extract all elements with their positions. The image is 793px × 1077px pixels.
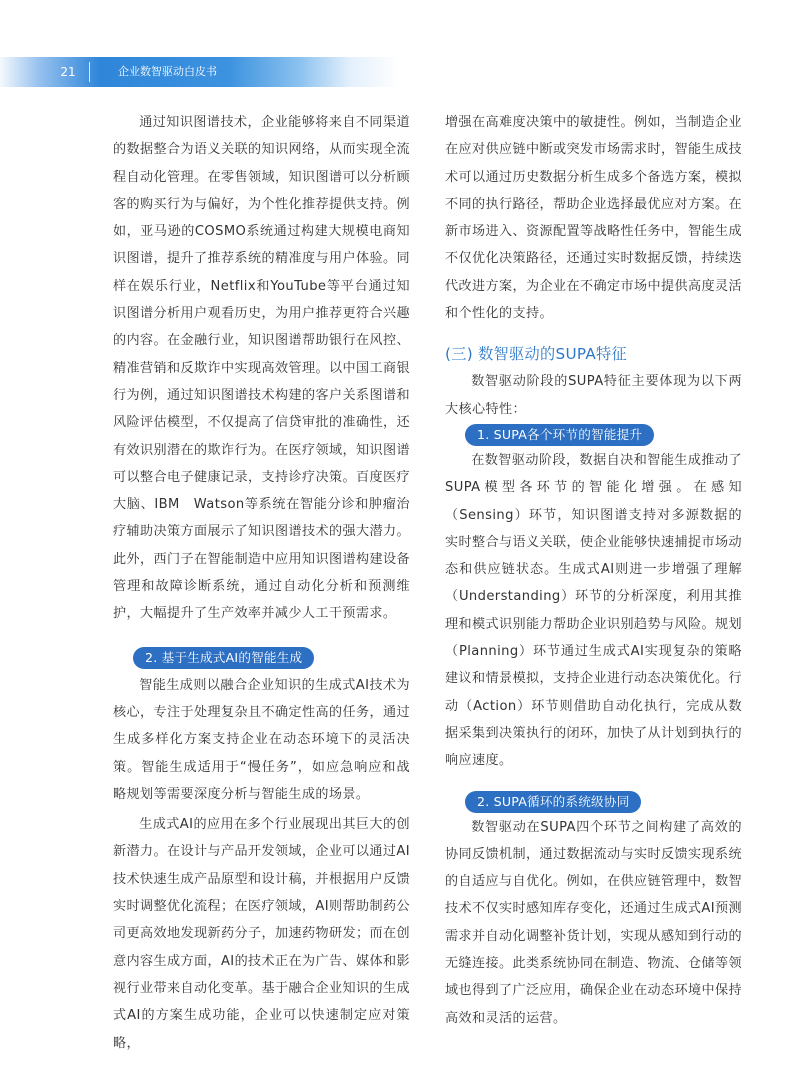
left-paragraph-knowledge-graph: 通过知识图谱技术，企业能够将来自不同渠道的数据整合为语义关联的知识网络，从而实现全流程自动化管理。在零售领域，知识图谱可以分析顾客的购买行为与偏好，为个性化推荐提供支持。例如，亚马逊的COSMO系统通过构建大规模电商知识图谱，提升了推荐系统的精准度与用户体验。同样在娱乐行业，Netflix和YouTube等平台通过知识图谱分析用户观看历史，为用户推荐更符合兴趣的内容。在金融行业，知识图谱帮助银行在风控、精准营销和反欺诈中实现高效管理。以中国工商银行为例，通过知识图谱技术构建的客户关系图谱和风险评估模型，不仅提高了信贷审批的准确性，还有效识别潜在的欺诈行为。在医疗领域，知识图谱可以整合电子健康记录，支持诊疗决策。百度医疗大脑、IBM Watson等系统在智能分诊和肿瘤治疗辅助决策方面展示了知识图谱技术的强大潜力。此外，西门子在智能制造中应用知识图谱构建设备管理和故障诊断系统，通过自动化分析和预测维护，大幅提升了生产效率并减少人工干预需求。 [113,115,410,622]
section-heading-supa: (三) 数智驱动的SUPA特征 [445,345,628,364]
subheading-supa-intelligence: 1. SUPA各个环节的智能提升 [465,424,654,446]
right-paragraph-supa-stages: 在数智驱动阶段，数据自决和智能生成推动了SUPA模型各环节的智能化增强。在感知（Sensing）环节，知识图谱支持对多源数据的实时整合与语义关联，使企业能够快速捕捉市场动态和供应链状态。生成式AI则进一步增强了理解（Understanding）环节的分析深度，利用其推理和模式识别能力帮助企业识别趋势与风险。规划（Planning）环节通过生成式AI实现复杂的策略建议和情景模拟，支持企业进行动态决策优化。行动（Action）环节则借助自动化执行，完成从数据采集到决策执行的闭环，加快了从计划到执行的响应速度。 [445,452,742,769]
book-title: 企业数智驱动白皮书 [118,65,217,78]
left-column [113,109,410,1057]
subheading-generative-ai-wrap [133,647,410,669]
header-band [0,57,793,87]
subheading-generative-ai: 2. 基于生成式AI的智能生成 [133,647,314,669]
left-paragraph-genai-applications: 生成式AI的应用在多个行业展现出其巨大的创新潜力。在设计与产品开发领域，企业可以通过AI技术快速生成产品原型和设计稿，并根据用户反馈实时调整优化流程；在医疗领域，AI则帮助制药公司更高效地发现新药分子，加速药物研发；而在创意内容生成方面，AI的技术正在为广告、媒体和影视行业带来自动化变革。基于融合企业知识的生成式AI的方案生成功能，企业可以快速制定应对策略， [113,817,410,1051]
subheading-supa-intelligence-wrap [465,424,742,446]
left-paragraph-smart-generation: 智能生成则以融合企业知识的生成式AI技术为核心，专注于处理复杂且不确定性高的任务，通过生成多样化方案支持企业在动态环境下的灵活决策。智能生成适用于“慢任务”，如应急响应和战略规划等需要深度分析与智能生成的场景。 [113,677,410,802]
right-paragraph-agility: 增强在高难度决策中的敏捷性。例如，当制造企业在应对供应链中断或突发市场需求时，智能生成技术可以通过历史数据分析生成多个备选方案，模拟不同的执行路径，帮助企业选择最优应对方案。在新市场进入、资源配置等战略性任务中，智能生成不仅优化决策路径，还通过实时数据反馈，持续迭代改进方案，为企业在不确定市场中提供高度灵活和个性化的支持。 [445,115,742,322]
header-divider [89,62,90,82]
page-number: 21 [60,65,76,79]
subheading-supa-synergy-wrap [465,791,742,813]
right-paragraph-supa-synergy: 数智驱动在SUPA四个环节之间构建了高效的协同反馈机制，通过数据流动与实时反馈实现系统的自适应与自优化。例如，在供应链管理中，数智技术不仅实时感知库存变化，还通过生成式AI预测需求并自动化调整补货计划，实现从感知到行动的无缝连接。此类系统协同在制造、物流、仓储等领域也得到了广泛应用，确保企业在动态环境中保持高效和灵活的运营。 [445,819,742,1026]
right-paragraph-supa-intro: 数智驱动阶段的SUPA特征主要体现为以下两大核心特性： [445,374,742,417]
subheading-supa-synergy: 2. SUPA循环的系统级协同 [465,791,641,813]
right-column [445,109,742,1032]
